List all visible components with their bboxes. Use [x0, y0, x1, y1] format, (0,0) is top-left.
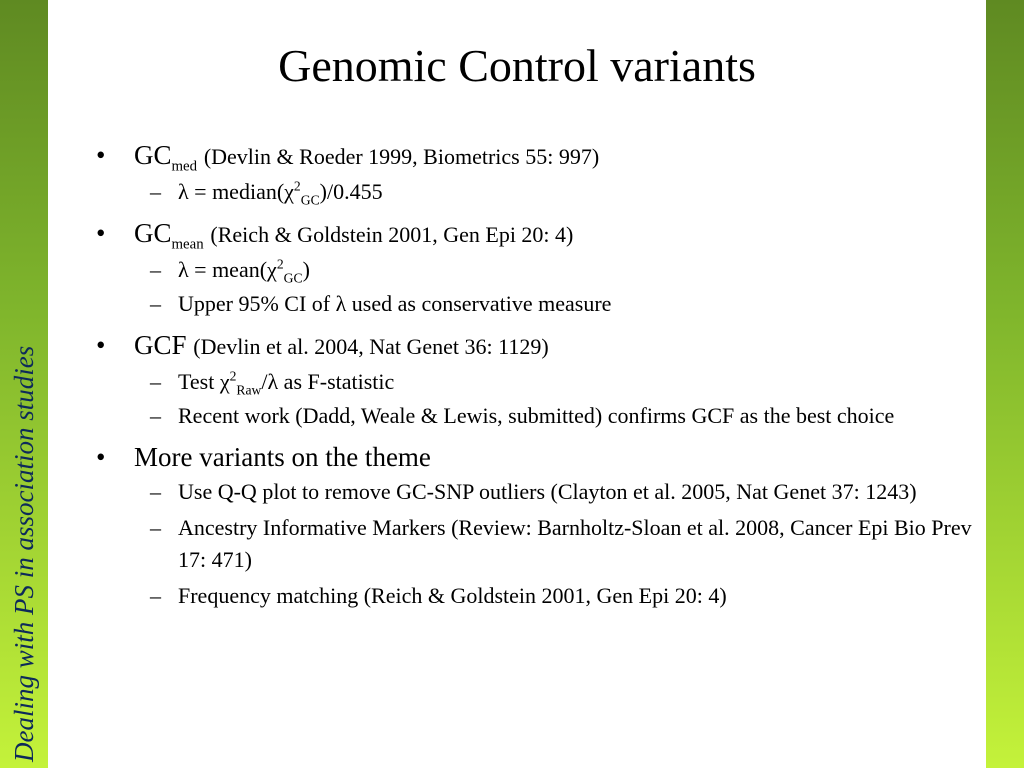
- side-caption-text: Dealing with PS in association studies: [9, 345, 39, 762]
- bullet-gcmed: [92, 138, 982, 174]
- more-sub-text: Ancestry Informative Markers (Review: Barnholtz-Sloan et al. 2008, Cancer Epi Bio Prev 17: 471): [178, 515, 972, 572]
- dash-marker: –: [150, 583, 161, 608]
- more-sub-text: Frequency matching (Reich & Goldstein 2001, Gen Epi 20: 4): [178, 583, 727, 608]
- sub-gcf-test: [92, 366, 982, 398]
- formula-sup: 2: [293, 178, 301, 194]
- gcmean-citation: (Reich & Goldstein 2001, Gen Epi 20: 4): [210, 222, 574, 247]
- formula-part: λ = median(χ: [178, 179, 294, 204]
- sub-more-1: [92, 512, 982, 576]
- gcmed-citation: (Devlin & Roeder 1999, Biometrics 55: 997): [203, 144, 600, 169]
- bullet-more-variants: [92, 440, 982, 474]
- dash-marker: –: [150, 179, 161, 204]
- dash-marker: –: [150, 515, 161, 540]
- sub-gcmean-note: [92, 288, 982, 320]
- sub-gcmean-formula: [92, 254, 982, 286]
- gcf-citation: (Devlin et al. 2004, Nat Genet 36: 1129): [193, 334, 549, 359]
- gcmean-note-text: Upper 95% CI of λ used as conservative measure: [178, 291, 612, 316]
- gcmean-sub: mean: [171, 236, 204, 253]
- gcf-note-text: Recent work (Dadd, Weale & Lewis, submitted) confirms GCF as the best choice: [178, 403, 895, 428]
- right-decor-bar: [986, 0, 1024, 768]
- dash-marker: –: [150, 257, 161, 282]
- gcmean-main: GC: [134, 218, 172, 248]
- dash-marker: –: [150, 369, 161, 394]
- bullet-gcmean: [92, 216, 982, 252]
- more-variants-text: More variants on the theme: [134, 442, 431, 472]
- formula-sub: Raw: [236, 382, 262, 398]
- gcmed-main: GC: [134, 140, 172, 170]
- gcmed-sub: med: [171, 158, 198, 175]
- sub-gcf-note: [92, 400, 982, 432]
- formula-part: /λ as F-statistic: [261, 369, 395, 394]
- formula-sup: 2: [276, 256, 284, 272]
- sub-gcmed-formula: [92, 176, 982, 208]
- formula-sub: GC: [300, 192, 320, 208]
- slide-content: [92, 138, 982, 612]
- formula-part: ): [302, 257, 310, 282]
- side-caption: [0, 0, 48, 768]
- more-sub-text: Use Q-Q plot to remove GC-SNP outliers (Clayton et al. 2005, Nat Genet 37: 1243): [178, 479, 917, 504]
- bullet-marker: •: [96, 442, 106, 472]
- slide-title: Genomic Control variants: [278, 40, 756, 91]
- dash-marker: –: [150, 403, 161, 428]
- formula-sup: 2: [229, 368, 237, 384]
- dash-marker: –: [150, 291, 161, 316]
- bullet-marker: •: [96, 218, 106, 248]
- bullet-gcf: [92, 328, 982, 364]
- bullet-marker: •: [96, 140, 106, 170]
- formula-part: Test χ: [178, 369, 230, 394]
- dash-marker: –: [150, 479, 161, 504]
- formula-part: λ = mean(χ: [178, 257, 277, 282]
- bullet-marker: •: [96, 330, 106, 360]
- formula-sub: GC: [283, 270, 303, 286]
- gcf-main: GCF: [134, 330, 187, 360]
- sub-more-0: [92, 476, 982, 508]
- sub-more-2: [92, 580, 982, 612]
- formula-part: )/0.455: [319, 179, 383, 204]
